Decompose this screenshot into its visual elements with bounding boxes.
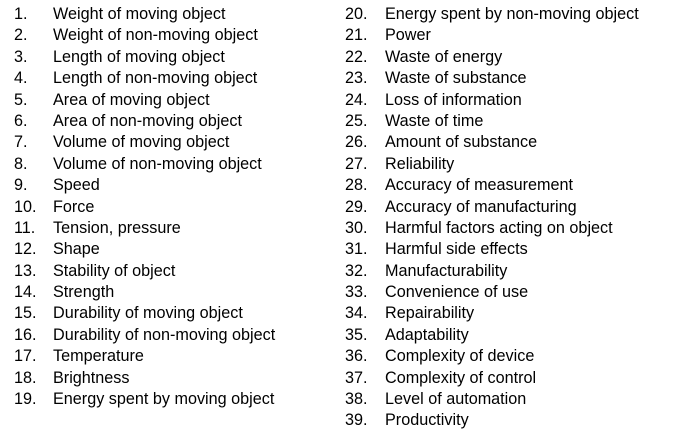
parameter-item [14, 239, 334, 260]
parameter-label: Durability of non-moving object [53, 325, 276, 344]
parameter-number: 29. [345, 197, 368, 216]
parameter-number: 27. [345, 154, 368, 173]
parameter-item [345, 261, 673, 282]
parameter-label: Speed [53, 176, 100, 195]
parameter-number: 35. [345, 325, 368, 344]
parameter-number: 7. [14, 133, 28, 152]
parameter-number: 36. [345, 347, 368, 366]
parameter-label: Adaptability [385, 325, 469, 344]
parameter-number: 30. [345, 218, 368, 237]
parameter-label: Power [385, 26, 431, 45]
parameter-number: 8. [14, 154, 28, 173]
parameter-number: 22. [345, 47, 368, 66]
parameter-number: 20. [345, 5, 368, 23]
parameter-label: Weight of non-moving object [53, 26, 258, 45]
parameter-item [14, 303, 334, 324]
parameter-item [14, 154, 334, 175]
parameter-label: Repairability [385, 304, 475, 323]
parameter-label: Complexity of control [385, 368, 537, 387]
parameter-item [14, 25, 334, 46]
parameter-item [345, 410, 673, 431]
parameter-item [345, 239, 673, 260]
parameter-label: Amount of substance [385, 133, 538, 152]
parameter-item [14, 346, 334, 367]
parameter-number: 16. [14, 325, 37, 344]
parameter-label: Waste of substance [385, 69, 527, 88]
parameter-item [14, 389, 334, 410]
parameter-number: 10. [14, 197, 37, 216]
parameter-item [345, 4, 673, 25]
parameter-label: Accuracy of manufacturing [385, 197, 577, 216]
parameter-number: 9. [14, 176, 28, 195]
parameter-label: Length of non-moving object [53, 69, 258, 88]
parameter-label: Strength [53, 283, 115, 302]
parameter-number: 19. [14, 390, 37, 409]
parameter-item [345, 132, 673, 153]
parameter-label: Energy spent by moving object [53, 390, 275, 409]
parameter-item [14, 261, 334, 282]
parameter-number: 18. [14, 368, 37, 387]
parameter-number: 28. [345, 176, 368, 195]
parameter-number: 33. [345, 283, 368, 302]
parameter-label: Brightness [53, 368, 130, 387]
parameter-number: 6. [14, 111, 28, 130]
parameter-number: 26. [345, 133, 368, 152]
parameter-item [345, 154, 673, 175]
parameter-label: Level of automation [385, 390, 527, 409]
parameter-item [14, 175, 334, 196]
parameter-number: 21. [345, 26, 368, 45]
parameter-label: Durability of moving object [53, 304, 243, 323]
parameter-label: Loss of information [385, 90, 522, 109]
parameter-item [14, 197, 334, 218]
parameter-number: 3. [14, 47, 28, 66]
parameter-item [345, 282, 673, 303]
parameter-label: Volume of moving object [53, 133, 230, 152]
parameter-item [14, 282, 334, 303]
parameter-item [14, 325, 334, 346]
parameter-label: Productivity [385, 411, 469, 430]
parameter-number: 11. [14, 218, 36, 237]
parameter-number: 2. [14, 26, 28, 45]
parameter-number: 4. [14, 69, 28, 88]
parameter-number: 39. [345, 411, 368, 430]
parameter-item [345, 90, 673, 111]
parameter-number: 1. [14, 5, 28, 23]
parameter-label: Convenience of use [385, 283, 529, 302]
parameter-label: Waste of energy [385, 47, 503, 66]
parameter-item [14, 111, 334, 132]
parameter-number: 34. [345, 304, 368, 323]
parameter-item [345, 303, 673, 324]
parameter-label: Manufacturability [385, 261, 508, 280]
parameter-number: 38. [345, 390, 368, 409]
parameter-item [14, 4, 334, 25]
parameter-number: 15. [14, 304, 37, 323]
parameter-item [14, 368, 334, 389]
parameter-label: Weight of moving object [53, 5, 226, 23]
parameter-label: Accuracy of measurement [385, 176, 574, 195]
parameter-label: Force [53, 197, 95, 216]
parameter-item [345, 25, 673, 46]
parameter-item [345, 68, 673, 89]
parameter-item [345, 197, 673, 218]
parameter-item [345, 325, 673, 346]
parameter-label: Harmful factors acting on object [385, 218, 613, 237]
parameter-item [14, 47, 334, 68]
parameter-number: 37. [345, 368, 368, 387]
parameter-label: Complexity of device [385, 347, 535, 366]
parameter-item [14, 132, 334, 153]
parameter-item [345, 111, 673, 132]
parameter-label: Shape [53, 240, 100, 259]
parameter-item [14, 218, 334, 239]
parameter-item [14, 68, 334, 89]
parameter-label: Tension, pressure [53, 218, 181, 237]
parameter-list-right [345, 4, 673, 432]
parameter-label: Volume of non-moving object [53, 154, 262, 173]
parameter-item [345, 346, 673, 367]
parameter-label: Temperature [53, 347, 144, 366]
parameter-number: 5. [14, 90, 28, 109]
parameter-number: 13. [14, 261, 37, 280]
parameter-label: Area of moving object [53, 90, 210, 109]
parameter-item [345, 47, 673, 68]
parameter-label: Area of non-moving object [53, 111, 242, 130]
parameter-item [345, 175, 673, 196]
parameter-label: Stability of object [53, 261, 176, 280]
parameter-number: 31. [345, 240, 368, 259]
parameter-number: 32. [345, 261, 368, 280]
parameter-label: Energy spent by non-moving object [385, 5, 639, 23]
parameter-item [345, 389, 673, 410]
parameter-item [345, 218, 673, 239]
parameter-number: 12. [14, 240, 37, 259]
parameter-label: Waste of time [385, 111, 484, 130]
parameter-number: 25. [345, 111, 368, 130]
parameter-number: 23. [345, 69, 368, 88]
parameter-label: Length of moving object [53, 47, 225, 66]
parameter-list-left [14, 4, 334, 410]
parameter-item [14, 90, 334, 111]
parameter-label: Reliability [385, 154, 455, 173]
parameter-item [345, 368, 673, 389]
parameter-number: 14. [14, 283, 37, 302]
parameter-label: Harmful side effects [385, 240, 528, 259]
parameter-number: 17. [14, 347, 37, 366]
parameter-number: 24. [345, 90, 368, 109]
